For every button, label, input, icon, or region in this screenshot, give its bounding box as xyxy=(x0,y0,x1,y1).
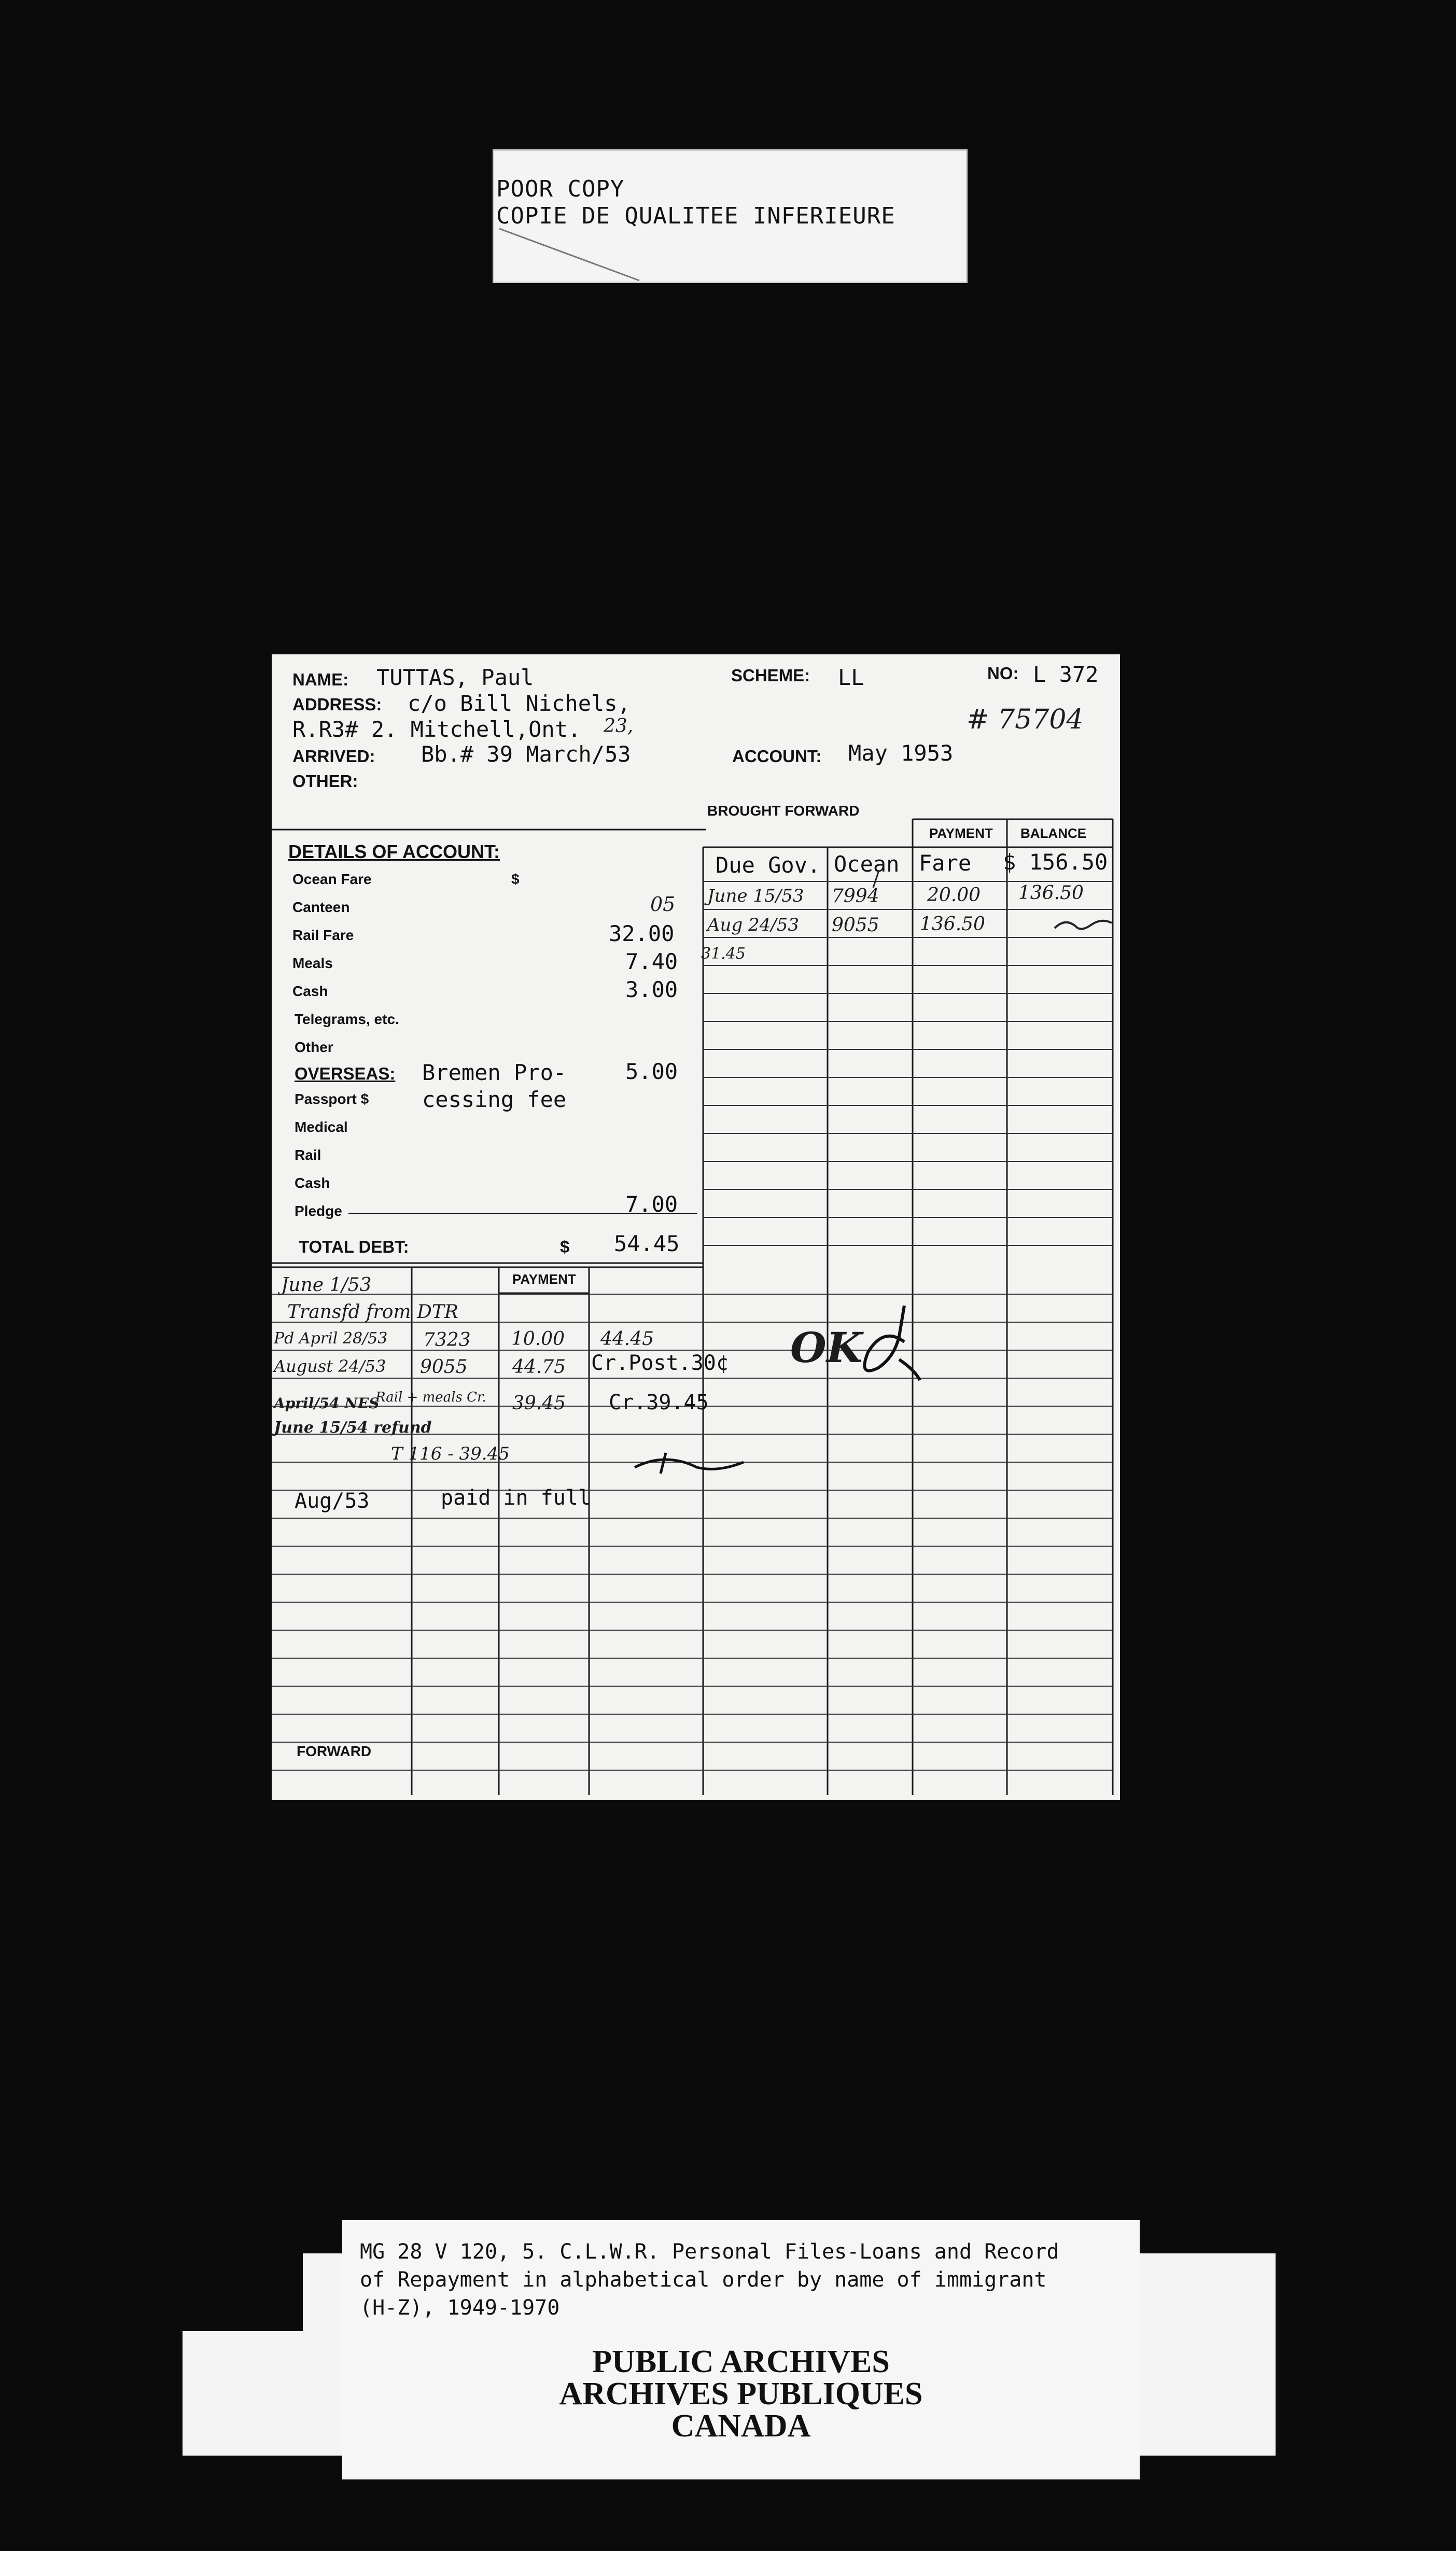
item-canteen: Canteen xyxy=(292,899,350,915)
payment-header: PAYMENT xyxy=(929,825,993,841)
left-row6-c1: June 15/54 refund xyxy=(274,1419,432,1437)
poor-copy-line1: POOR COPY xyxy=(496,176,625,202)
left-row4-c3: 44.75 xyxy=(512,1356,566,1378)
left-row5-c2: Rail + meals Cr. xyxy=(375,1390,486,1405)
item-telegrams: Telegrams, etc. xyxy=(295,1011,399,1027)
overseas-cash: Cash xyxy=(295,1175,330,1191)
overseas-note2: cessing fee xyxy=(422,1087,567,1112)
archive-stamp-line2: ARCHIVES PUBLIQUES xyxy=(559,2376,923,2412)
rail-fare-handwritten: 05 xyxy=(650,893,676,916)
name-label: NAME: xyxy=(292,670,349,689)
left-row4-c2: 9055 xyxy=(420,1356,468,1378)
left-row7-c1: T 116 - 39.45 xyxy=(391,1443,510,1464)
archive-stamp-line1: PUBLIC ARCHIVES xyxy=(592,2344,890,2379)
name-value: TUTTAS, Paul xyxy=(376,665,534,690)
poor-copy-line2: COPIE DE QUALITEE INFERIEURE xyxy=(496,203,895,229)
file-number-handwritten: # 75704 xyxy=(967,704,1084,735)
total-debt-label: TOTAL DEBT: xyxy=(299,1237,409,1256)
item-rail-fare: Rail Fare xyxy=(292,927,354,943)
overseas-value: 5.00 xyxy=(625,1059,678,1084)
archive-stamp-line3: CANADA xyxy=(671,2408,811,2444)
left-payment-header: PAYMENT xyxy=(512,1271,576,1287)
left-row3-c1: Pd April 28/53 xyxy=(274,1329,388,1348)
overseas-rail: Rail xyxy=(295,1147,321,1163)
scheme-value: LL xyxy=(838,665,864,690)
left-row5-c1: April/54 NES xyxy=(274,1395,380,1412)
right-row2-payment: 136.50 xyxy=(920,914,985,935)
no-value: L 372 xyxy=(1033,662,1099,687)
arrived-value: Bb.# 39 March/53 xyxy=(421,741,631,767)
scheme-label: SCHEME: xyxy=(731,666,810,685)
item-rail-fare-value: 32.00 xyxy=(609,921,675,946)
archive-reference-line1: MG 28 V 120, 5. C.L.W.R. Personal Files-Loans and Record xyxy=(360,2240,1059,2264)
right-row1-payment: 20.00 xyxy=(927,885,981,906)
balance-header: BALANCE xyxy=(1020,825,1087,841)
other-label: OTHER: xyxy=(292,772,358,791)
address-label: ADDRESS: xyxy=(292,695,382,714)
opening-balance: $ 156.50 xyxy=(1003,849,1108,875)
paid-date: Aug/53 xyxy=(295,1489,370,1513)
account-value: May 1953 xyxy=(848,740,954,766)
item-ocean-fare-dollar: $ xyxy=(511,871,520,887)
brought-forward-label: BROUGHT FORWARD xyxy=(707,803,860,819)
total-debt-value: 54.45 xyxy=(614,1231,680,1256)
total-debt-dollar: $ xyxy=(560,1237,570,1256)
overseas-medical: Medical xyxy=(295,1119,348,1135)
account-label: ACCOUNT: xyxy=(732,747,822,766)
right-row2-ref: 9055 xyxy=(832,915,879,936)
overseas-passport: Passport $ xyxy=(295,1091,369,1107)
item-meals-value: 7.40 xyxy=(625,949,678,974)
header-ocean: Ocean xyxy=(834,851,900,877)
left-row1-c1: June 1/53 xyxy=(281,1274,372,1296)
paid-note: paid in full xyxy=(441,1486,591,1510)
left-row5-c3: 39.45 xyxy=(512,1393,566,1414)
item-cash: Cash xyxy=(292,983,328,999)
left-row4-c4: Cr.Post.30¢ xyxy=(591,1351,729,1375)
details-title: DETAILS OF ACCOUNT: xyxy=(288,841,500,862)
left-row4-c1: August 24/53 xyxy=(274,1356,386,1376)
right-row1-balance: 136.50 xyxy=(1018,882,1084,904)
ok-mark: OK xyxy=(790,1323,863,1372)
overseas-label: OVERSEAS: xyxy=(295,1064,396,1083)
arrived-label: ARRIVED: xyxy=(292,747,375,766)
left-row3-c3: 10.00 xyxy=(511,1328,565,1350)
left-row3-c2: 7323 xyxy=(423,1329,471,1351)
overseas-pledge: Pledge xyxy=(295,1203,342,1219)
meals-handwritten: 31.45 xyxy=(701,945,746,963)
archive-reference xyxy=(360,2238,1059,2322)
header-due-gov: Due Gov. xyxy=(716,852,821,878)
account-card xyxy=(272,654,1120,1800)
archive-stamp xyxy=(342,2346,1140,2442)
item-ocean-fare: Ocean Fare xyxy=(292,871,372,887)
forward-label: FORWARD xyxy=(297,1743,372,1759)
address-handwritten: 23, xyxy=(604,716,634,737)
right-row1-ref: 7994 xyxy=(832,886,879,907)
left-row3-c4: 44.45 xyxy=(600,1328,654,1350)
archive-reference-line3: (H-Z), 1949-1970 xyxy=(360,2296,560,2320)
pledge-value: 7.00 xyxy=(625,1192,678,1217)
right-row1-date: June 15/53 xyxy=(707,886,804,906)
header-fare: Fare xyxy=(919,850,972,876)
archive-reference-card xyxy=(342,2220,1140,2479)
item-meals: Meals xyxy=(292,955,333,971)
no-label: NO: xyxy=(987,664,1019,683)
left-row2-c2: DTR xyxy=(417,1301,458,1323)
right-row2-date: Aug 24/53 xyxy=(707,915,800,935)
archive-reference-line2: of Repayment in alphabetical order by name of immigrant xyxy=(360,2268,1047,2292)
poor-copy-label xyxy=(493,149,968,283)
item-other: Other xyxy=(295,1039,333,1055)
archive-backing-notch-left xyxy=(183,2253,303,2331)
item-cash-value: 3.00 xyxy=(625,977,678,1002)
left-row2-c1: Transfd from xyxy=(287,1301,411,1323)
address-line1: c/o Bill Nichels, xyxy=(408,691,631,716)
left-row5-c4: Cr.39.45 xyxy=(609,1391,709,1414)
overseas-note1: Bremen Pro- xyxy=(422,1060,567,1085)
stamp-scratch xyxy=(494,151,969,285)
address-line2: R.R3# 2. Mitchell,Ont. xyxy=(292,717,581,742)
